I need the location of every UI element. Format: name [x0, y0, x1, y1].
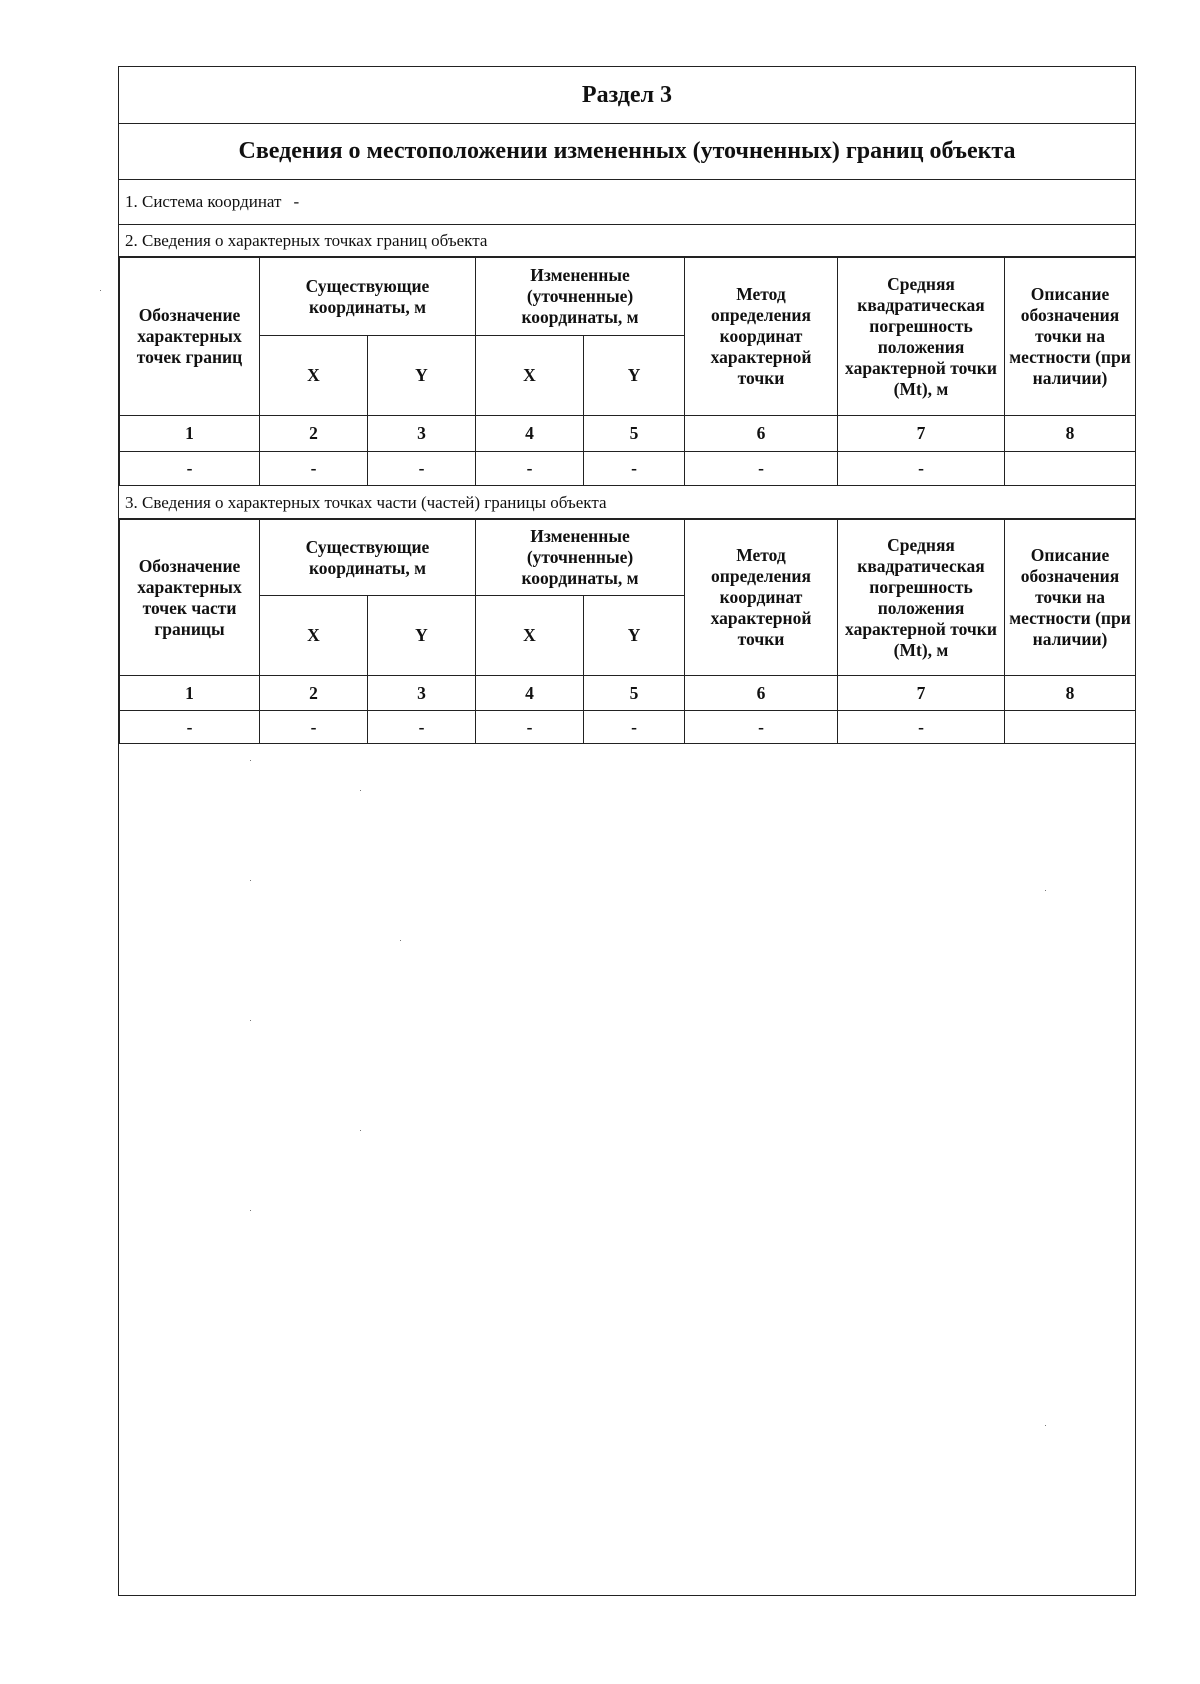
table-cell: - — [838, 711, 1005, 744]
header-changed-x: X — [476, 596, 584, 676]
scan-speck — [250, 880, 251, 881]
header-method: Метод определения координат характерной точки — [685, 258, 838, 416]
table-row — [120, 711, 1136, 744]
scan-speck — [250, 1020, 251, 1021]
table-cell: - — [260, 711, 368, 744]
column-number: 8 — [1005, 416, 1136, 452]
table-cell: - — [685, 452, 838, 486]
header-existing-x: X — [260, 596, 368, 676]
table-cell: - — [476, 452, 584, 486]
scan-speck — [360, 790, 361, 791]
boundary-part-points-heading: 3. Сведения о характерных точках части (частей) границы объекта — [119, 487, 1135, 519]
scan-speck — [250, 760, 251, 761]
table-cell: - — [838, 452, 1005, 486]
column-number: 7 — [838, 416, 1005, 452]
coordinate-system-line — [119, 180, 1135, 225]
table-cell: - — [120, 452, 260, 486]
header-existing-x: X — [260, 336, 368, 416]
column-number: 6 — [685, 676, 838, 711]
coordinate-system-label: 1. Система координат — [125, 192, 282, 211]
table-cell: - — [368, 452, 476, 486]
table-cell: - — [584, 711, 685, 744]
table-cell: - — [260, 452, 368, 486]
scan-speck — [400, 940, 401, 941]
header-point-description: Описание обозначения точки на местности (при наличии) — [1005, 520, 1136, 676]
column-number: 7 — [838, 676, 1005, 711]
table-cell: - — [476, 711, 584, 744]
column-numbers-row — [120, 416, 1136, 452]
header-changed-x: X — [476, 336, 584, 416]
coordinate-system-value: - — [293, 192, 300, 211]
header-existing-coordinates: Существующие координаты, м — [260, 520, 476, 596]
table-row — [120, 452, 1136, 486]
header-existing-y: Y — [368, 596, 476, 676]
column-number: 5 — [584, 676, 685, 711]
column-number: 6 — [685, 416, 838, 452]
column-number: 3 — [368, 676, 476, 711]
header-changed-coordinates: Измененные (уточненные) координаты, м — [476, 258, 685, 336]
header-point-designation: Обозначение характерных точек части границы — [120, 520, 260, 676]
table-cell: - — [584, 452, 685, 486]
header-existing-coordinates: Существующие координаты, м — [260, 258, 476, 336]
document-frame — [118, 66, 1136, 1596]
header-point-description: Описание обозначения точки на местности (при наличии) — [1005, 258, 1136, 416]
boundary-points-table — [119, 257, 1136, 486]
table-cell: - — [120, 711, 260, 744]
header-mean-square-error: Средняя квадратическая погрешность положения характерной точки (Mt), м — [838, 520, 1005, 676]
header-mean-square-error: Средняя квадратическая погрешность положения характерной точки (Mt), м — [838, 258, 1005, 416]
column-number: 2 — [260, 676, 368, 711]
header-changed-coordinates: Измененные (уточненные) координаты, м — [476, 520, 685, 596]
column-number: 1 — [120, 416, 260, 452]
column-numbers-row — [120, 676, 1136, 711]
column-number: 1 — [120, 676, 260, 711]
column-number: 4 — [476, 676, 584, 711]
scan-speck — [360, 1130, 361, 1131]
column-number: 2 — [260, 416, 368, 452]
header-existing-y: Y — [368, 336, 476, 416]
scan-speck — [250, 1210, 251, 1211]
scan-speck — [1045, 890, 1046, 891]
document-title: Сведения о местоположении измененных (уточненных) границ объекта — [119, 124, 1135, 180]
header-changed-y: Y — [584, 336, 685, 416]
scan-speck — [1045, 1425, 1046, 1426]
column-number: 5 — [584, 416, 685, 452]
table-cell — [1005, 711, 1136, 744]
column-number: 8 — [1005, 676, 1136, 711]
table-cell — [1005, 452, 1136, 486]
scan-speck — [100, 290, 101, 291]
column-number: 3 — [368, 416, 476, 452]
section-title: Раздел 3 — [119, 67, 1135, 124]
table-cell: - — [685, 711, 838, 744]
boundary-points-heading: 2. Сведения о характерных точках границ объекта — [119, 225, 1135, 257]
column-number: 4 — [476, 416, 584, 452]
table-cell: - — [368, 711, 476, 744]
header-changed-y: Y — [584, 596, 685, 676]
boundary-part-points-table — [119, 519, 1136, 744]
header-method: Метод определения координат характерной точки — [685, 520, 838, 676]
header-point-designation: Обозначение характерных точек границ — [120, 258, 260, 416]
